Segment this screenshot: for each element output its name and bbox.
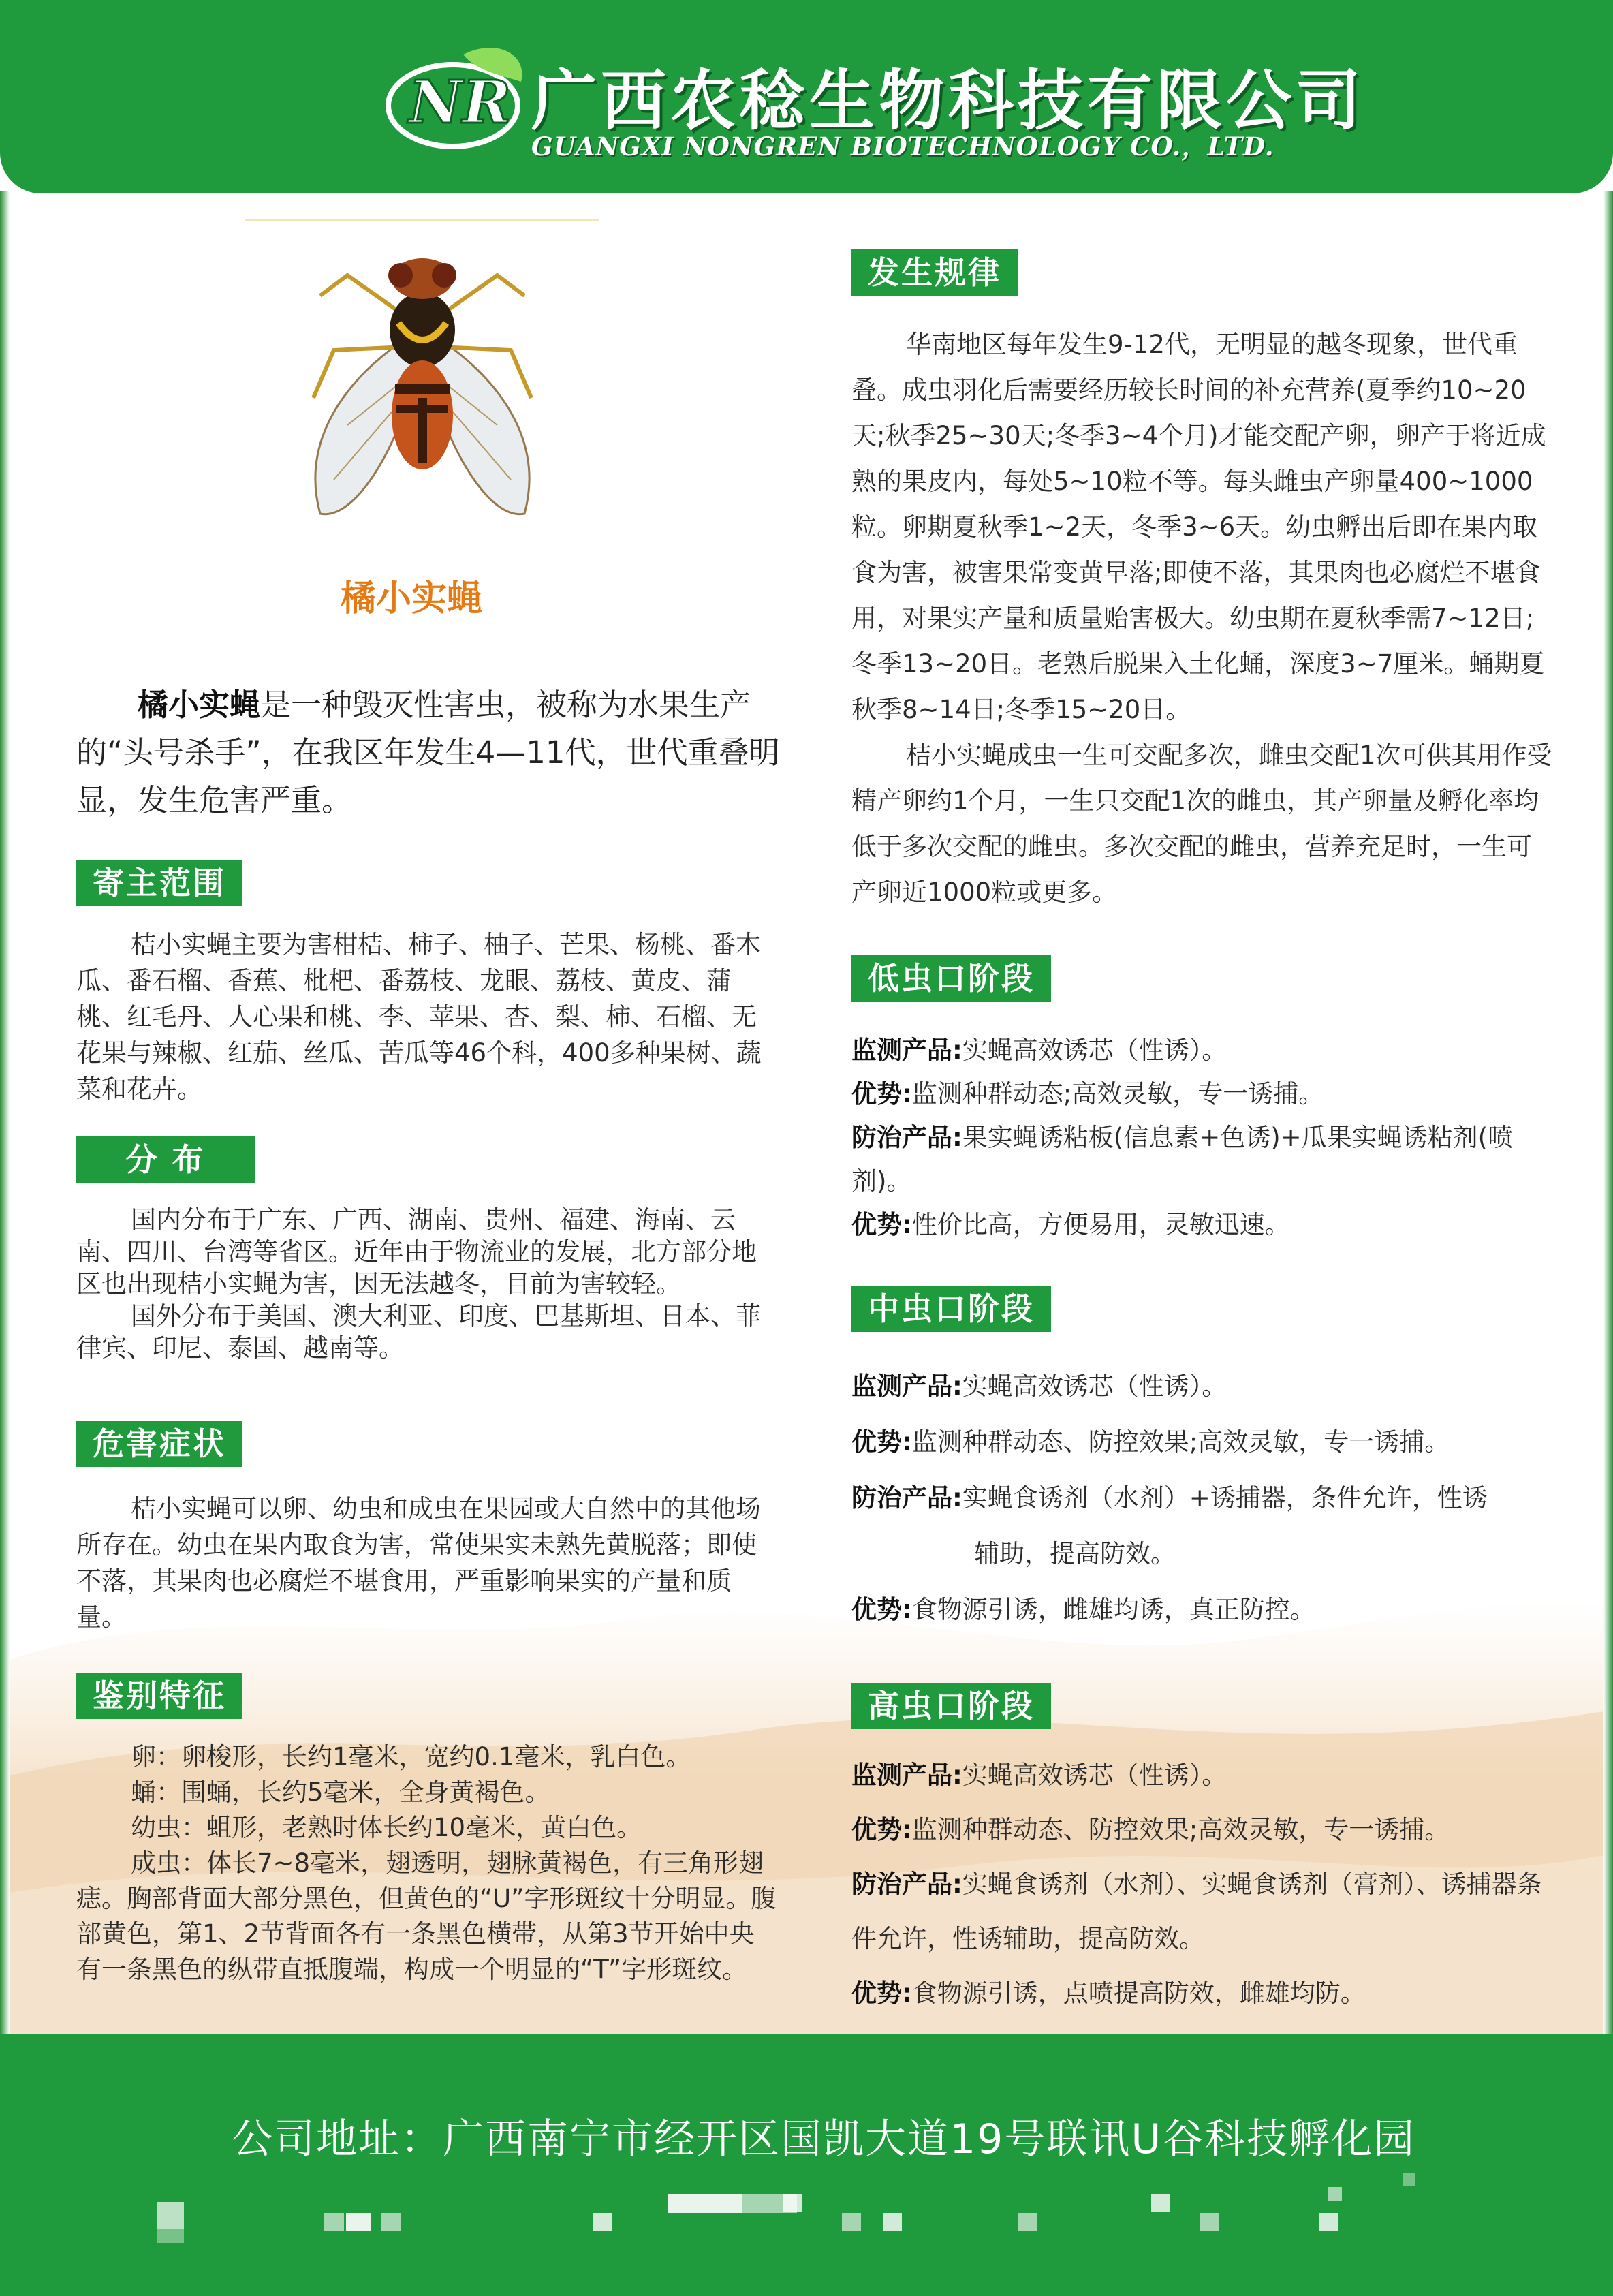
left-edge-decoration (0, 191, 10, 2044)
fly-caption: 橘小实蝇 (341, 578, 483, 619)
low-row-control: 防治产品:果实蝇诱粘板(信息素+色诱)+瓜果实蝇诱粘剂(喷剂)。 (851, 1123, 1514, 1196)
company-logo-icon (381, 41, 531, 164)
high-row-control: 防治产品:实蝇食诱剂（水剂）、实蝇食诱剂（膏剂）、诱捕器条件允许，性诱辅助，提高防效。 (851, 1870, 1542, 1953)
identify-text (76, 1739, 778, 1987)
fly-image-frame (245, 219, 599, 541)
high-row-advantage-2: 优势:食物源引诱，点喷提高防效，雌雄均防。 (851, 1979, 1366, 2008)
identify-pupa: 蛹：围蛹，长约5毫米，全身黄褐色。 (131, 1778, 550, 1807)
section-title-low: 低虫口阶段 (851, 955, 1051, 1002)
occurrence-text (851, 322, 1553, 915)
intro-text: 是一种毁灭性害虫，被称为水果生产的“头号杀手”，在我区年发生4—11代，世代重叠明显，发生危害严重。 (76, 687, 780, 818)
section-title-mid: 中虫口阶段 (851, 1286, 1051, 1332)
occurrence-paragraph-1: 华南地区每年发生9-12代，无明显的越冬现象，世代重叠。成虫羽化后需要经历较长时间的补充营养(夏季约10~20天;秋季25~30天;冬季3~4个月)才能交配产卵，卵产于将近成熟的果皮内，每处5~10粒不等。每头雌虫产卵量400~1000粒。卵期夏秋季1~2天，冬季3~6天。幼虫孵出后即在果内取食为害，被害果常变黄早落;即使不落，其果肉也必腐烂不堪食用，对果实产量和质量贻害极大。幼虫期在夏秋季需7~12日;冬季13~20日。老熟后脱果入土化蛹，深度3~7厘米。蛹期夏秋季8~14日;冬季15~20日。 (851, 330, 1546, 724)
distribution-text (76, 1204, 778, 1364)
section-title-distribution: 分 布 (76, 1136, 255, 1183)
mid-row-monitor: 监测产品:实蝇高效诱芯（性诱）。 (851, 1371, 1227, 1401)
company-address: 公司地址：广西南宁市经开区国凯大道19号联讯U谷科技孵化园 (232, 2115, 1416, 2163)
mid-row-control: 防治产品:实蝇食诱剂（水剂）+诱捕器，条件允许，性诱 (851, 1483, 1488, 1512)
logo-text: NR (409, 68, 512, 137)
company-name-cn: 广西农稔生物科技有限公司 (531, 63, 1365, 139)
distribution-domestic: 国内分布于广东、广西、湖南、贵州、福建、海南、云南、四川、台湾等省区。近年由于物流业的发展，北方部分地区也出现桔小实蝇为害，因无法越冬，目前为害较轻。 (76, 1205, 757, 1299)
section-title-high: 高虫口阶段 (851, 1683, 1051, 1729)
high-row-monitor: 监测产品:实蝇高效诱芯（性诱）。 (851, 1760, 1227, 1790)
damage-text (76, 1491, 778, 1635)
identify-larva: 幼虫：蛆形，老熟时体长约10毫米，黄白色。 (131, 1813, 642, 1842)
section-title-identify: 鉴别特征 (76, 1673, 242, 1719)
mid-stage-text (851, 1359, 1553, 1638)
distribution-foreign: 国外分布于美国、澳大利亚、印度、巴基斯坦、日本、菲律宾、印尼、泰国、越南等。 (76, 1301, 761, 1363)
section-title-host: 寄主范围 (76, 860, 242, 906)
low-row-advantage-1: 优势:监测种群动态;高效灵敏，专一诱捕。 (851, 1079, 1324, 1108)
mid-row-control-cont: 辅助，提高防效。 (974, 1539, 1176, 1568)
section-title-occurrence: 发生规律 (851, 249, 1018, 296)
fly-illustration-icon (245, 221, 599, 541)
low-row-advantage-2: 优势:性价比高，方便易用，灵敏迅速。 (851, 1210, 1290, 1239)
intro-bold-term: 橘小实蝇 (138, 687, 261, 723)
mid-row-advantage-2: 优势:食物源引诱，雌雄均诱，真正防控。 (851, 1595, 1315, 1624)
identify-adult: 成虫：体长7~8毫米，翅透明，翅脉黄褐色，有三角形翅痣。胸部背面大部分黑色，但黄色的“U”字形斑纹十分明显。腹部黄色，第1、2节背面各有一条黑色横带，从第3节开始中央有一条黑色的纵带直抵腹端，构成一个明显的“T”字形斑纹。 (76, 1848, 777, 1984)
intro-paragraph (76, 681, 785, 824)
company-name-en: GUANGXI NONGREN BIOTECHNOLOGY CO.，LTD. (531, 131, 1274, 161)
damage-paragraph: 桔小实蝇可以卵、幼虫和成虫在果园或大自然中的其他场所存在。幼虫在果内取食为害，常使果实未熟先黄脱落；即使不落，其果肉也必腐烂不堪食用，严重影响果实的产量和质量。 (76, 1494, 761, 1632)
high-row-advantage-1: 优势:监测种群动态、防控效果;高效灵敏，专一诱捕。 (851, 1815, 1450, 1844)
mid-row-advantage-1: 优势:监测种群动态、防控效果;高效灵敏，专一诱捕。 (851, 1427, 1450, 1457)
host-range-text (76, 927, 778, 1107)
low-stage-text (851, 1029, 1553, 1247)
high-stage-text (851, 1748, 1553, 2021)
low-row-monitor: 监测产品:实蝇高效诱芯（性诱）。 (851, 1036, 1227, 1065)
host-range-paragraph: 桔小实蝇主要为害柑桔、柿子、柚子、芒果、杨桃、番木瓜、番石榴、香蕉、枇杷、番荔枝、龙眼、荔枝、黄皮、蒲桃、红毛丹、人心果和桃、李、苹果、杏、梨、柿、石榴、无花果与辣椒、红茄、丝瓜、苦瓜等46个科，400多种果树、蔬菜和花卉。 (76, 930, 762, 1104)
occurrence-paragraph-2: 桔小实蝇成虫一生可交配多次，雌虫交配1次可供其用作受精产卵约1个月，一生只交配1次的雌虫，其产卵量及孵化率均低于多次交配的雌虫。多次交配的雌虫，营养充足时，一生可产卵近1000粒或更多。 (851, 741, 1552, 907)
right-edge-decoration (1603, 191, 1613, 2044)
identify-egg: 卵：卵梭形，长约1毫米，宽约0.1毫米，乳白色。 (131, 1742, 691, 1771)
section-title-damage: 危害症状 (76, 1421, 242, 1467)
